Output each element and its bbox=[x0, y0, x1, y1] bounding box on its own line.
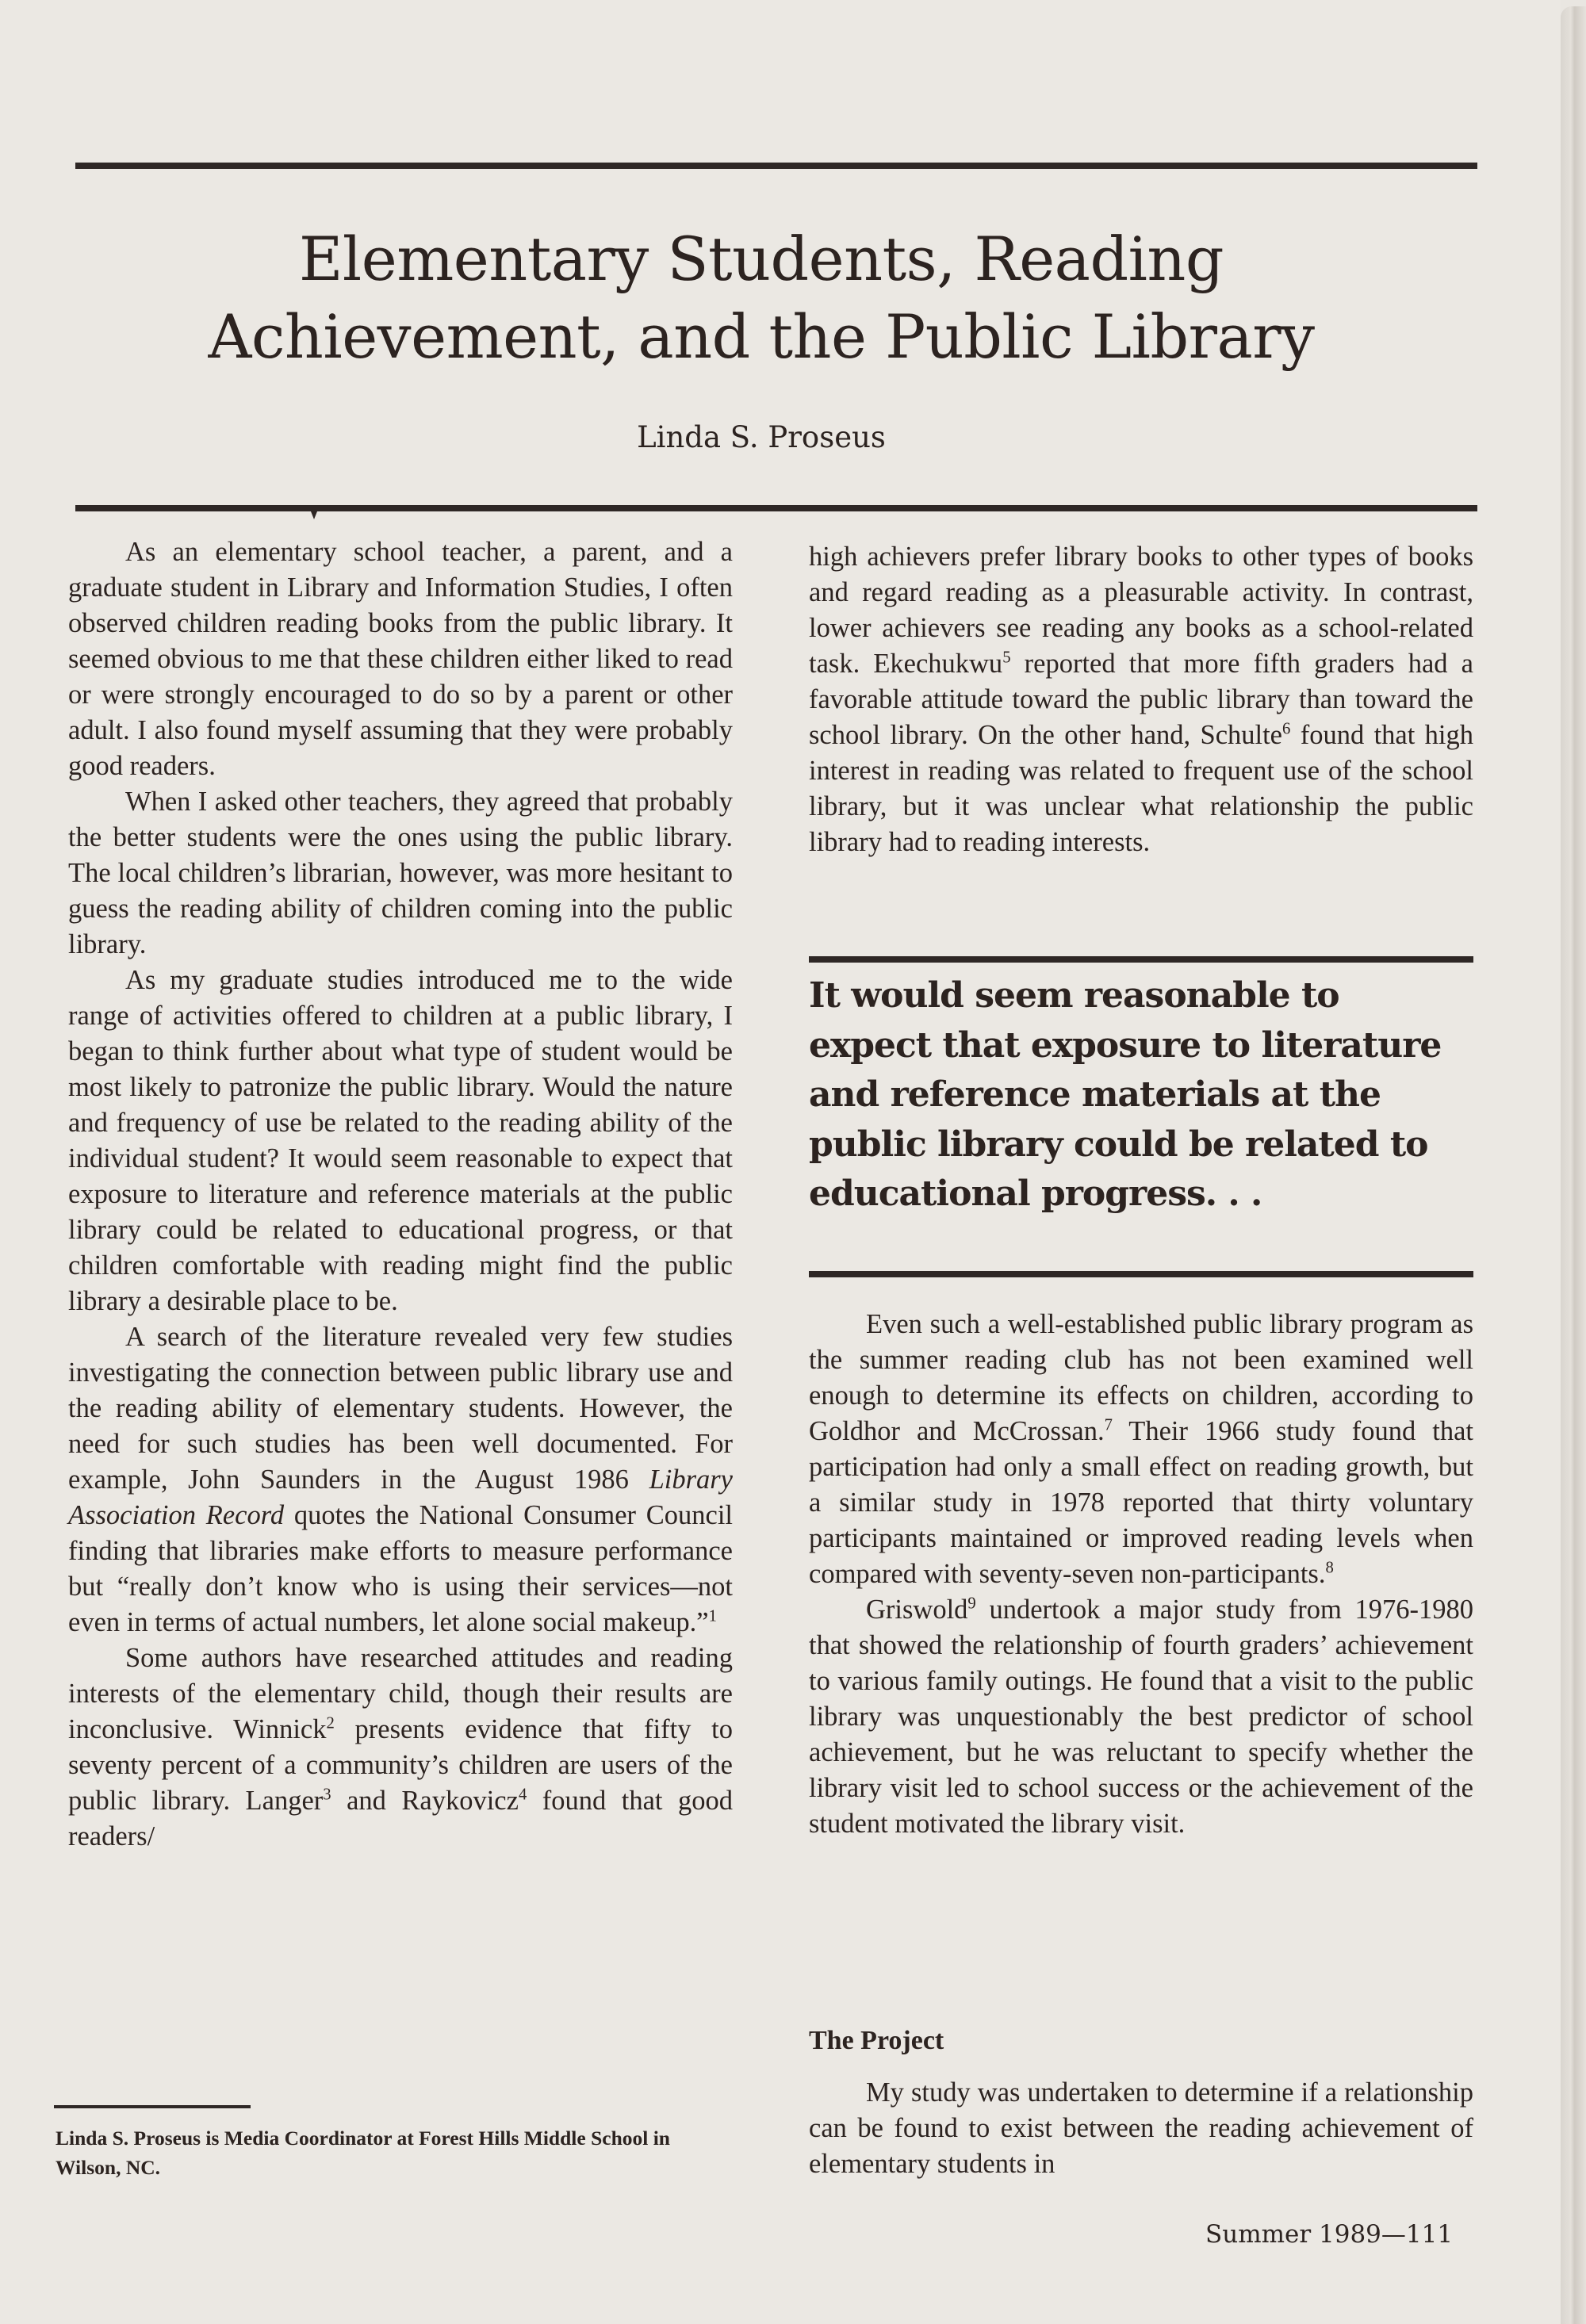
footnote-ref: 9 bbox=[967, 1595, 976, 1613]
text-run: reported that more fifth graders had a favorable attitude toward the public library than toward the school library. On the other hand, Schulte bbox=[809, 649, 1473, 750]
paragraph: As an elementary school teacher, a parent, and a graduate student in Library and Information Studies, I often observed children reading books from the public library. It seemed obvious to me that these children either liked to read or were strongly encouraged to do so by a parent or other adult. I also found myself assuming that they were probably good readers. bbox=[68, 537, 733, 781]
pullquote-bottom-rule bbox=[809, 1271, 1473, 1277]
text-run: Griswold bbox=[866, 1595, 968, 1625]
footnote-rule bbox=[54, 2105, 251, 2108]
paragraph: My study was undertaken to determine if a relationship can be found to exist between the reading achievement of elementary students in bbox=[809, 2077, 1473, 2179]
section-heading: The Project bbox=[809, 2026, 944, 2055]
right-column-middle bbox=[809, 1307, 1473, 1842]
right-column-bottom bbox=[809, 2075, 1473, 2182]
paragraph bbox=[809, 539, 1473, 860]
footnote-ref: 5 bbox=[1002, 649, 1011, 667]
title-line-2: Achievement, and the Public Library bbox=[208, 301, 1315, 372]
text-run: Some authors have researched attitudes and reading interests of the elementary child, though their results are inconclusive. Winnick bbox=[68, 1643, 733, 1744]
text-run: quotes the National Consumer Council finding that libraries make efforts to measure performance but “really don’t know who is using their services—not even in terms of actual numbers, let alone social makeup.” bbox=[68, 1500, 733, 1637]
paragraph: As my graduate studies introduced me to the wide range of activities offered to children at a public library, I began to think further about what type of student would be most likely to patronize the public library. Would the nature and frequency of use be related to the reading ability of the individual student? It would seem reasonable to expect that exposure to literature and reference materials at the public library could be related to educational progress, or that children comfortable with reading might find the public library a desirable place to be. bbox=[68, 965, 733, 1316]
top-rule bbox=[75, 163, 1477, 169]
text-run: found that good readers/ bbox=[68, 1786, 733, 1851]
byline-rule bbox=[75, 505, 1477, 511]
page-folio: Summer 1989—111 bbox=[1205, 2220, 1454, 2249]
text-run: presents evidence that fifty to seventy percent of a community’s children are users of the public library. Langer bbox=[68, 1714, 733, 1816]
paragraph bbox=[68, 1319, 733, 1641]
text-run: undertook a major study from 1976-1980 that showed the relationship of fourth graders’ achievement to various family outings. He found that a visit to the public library was unquestionably the best predictor of school achievement, but he was reluctant to specify whether the library visit led to school success or the achievement of the student motivated the library visit. bbox=[809, 1595, 1473, 1839]
text-run: Even such a well-established public library program as the summer reading club has not been examined well enough to determine its effects on children, according to Goldhor and McCrossan. bbox=[809, 1309, 1473, 1446]
pull-quote: It would seem reasonable to expect that exposure to literature and reference materials at the public library could be related to educational progress. . . bbox=[809, 975, 1442, 1214]
footnote-ref: 3 bbox=[323, 1786, 331, 1804]
author-byline: Linda S. Proseus bbox=[637, 420, 886, 454]
paragraph bbox=[809, 1592, 1473, 1842]
right-column-top bbox=[809, 539, 1473, 860]
footnote-ref: 4 bbox=[518, 1786, 527, 1804]
pullquote-top-rule bbox=[809, 956, 1473, 963]
footnote-ref: 7 bbox=[1104, 1416, 1113, 1434]
text-run: A search of the literature revealed very few studies investigating the connection between public library use and the reading ability of elementary students. However, the need for such studies has been well documented. For example, John Saunders in the August 1986 bbox=[68, 1322, 733, 1495]
title-line-1: Elementary Students, Reading bbox=[298, 224, 1224, 294]
footnote-ref: 8 bbox=[1325, 1559, 1334, 1577]
page-edge-shadow bbox=[1561, 6, 1586, 2324]
text-run: and Raykovicz bbox=[331, 1786, 519, 1816]
left-column bbox=[68, 534, 733, 1855]
paragraph bbox=[809, 1307, 1473, 1592]
article-title bbox=[63, 220, 1459, 376]
footnote-ref: 2 bbox=[326, 1714, 335, 1732]
journal-title: Library Association Record bbox=[68, 1464, 733, 1530]
paragraph bbox=[68, 1641, 733, 1855]
paragraph: When I asked other teachers, they agreed that probably the better students were the ones using the public library. The local children’s librarian, however, was more hesitant to guess the reading ability of children coming into the public library. bbox=[68, 787, 733, 959]
text-run: found that high interest in reading was related to frequent use of the school library, but it was unclear what relationship the public library had to reading interests. bbox=[809, 720, 1473, 857]
text-run: Their 1966 study found that participation had only a small effect on reading growth, but a similar study in 1978 reported that thirty voluntary participants maintained or improved reading levels when compared with seventy-seven non-participants. bbox=[809, 1416, 1473, 1589]
footnote-ref: 1 bbox=[708, 1607, 717, 1625]
footnote-ref: 6 bbox=[1282, 720, 1291, 738]
text-run: high achievers prefer library books to other types of books and regard reading as a pleasurable activity. In contrast, lower achievers see reading any books as a school-related task. Ekechukwu bbox=[809, 542, 1473, 679]
author-note: Linda S. Proseus is Media Coordinator at Forest Hills Middle School in Wilson, NC. bbox=[56, 2127, 670, 2179]
rule-notch bbox=[311, 511, 317, 519]
